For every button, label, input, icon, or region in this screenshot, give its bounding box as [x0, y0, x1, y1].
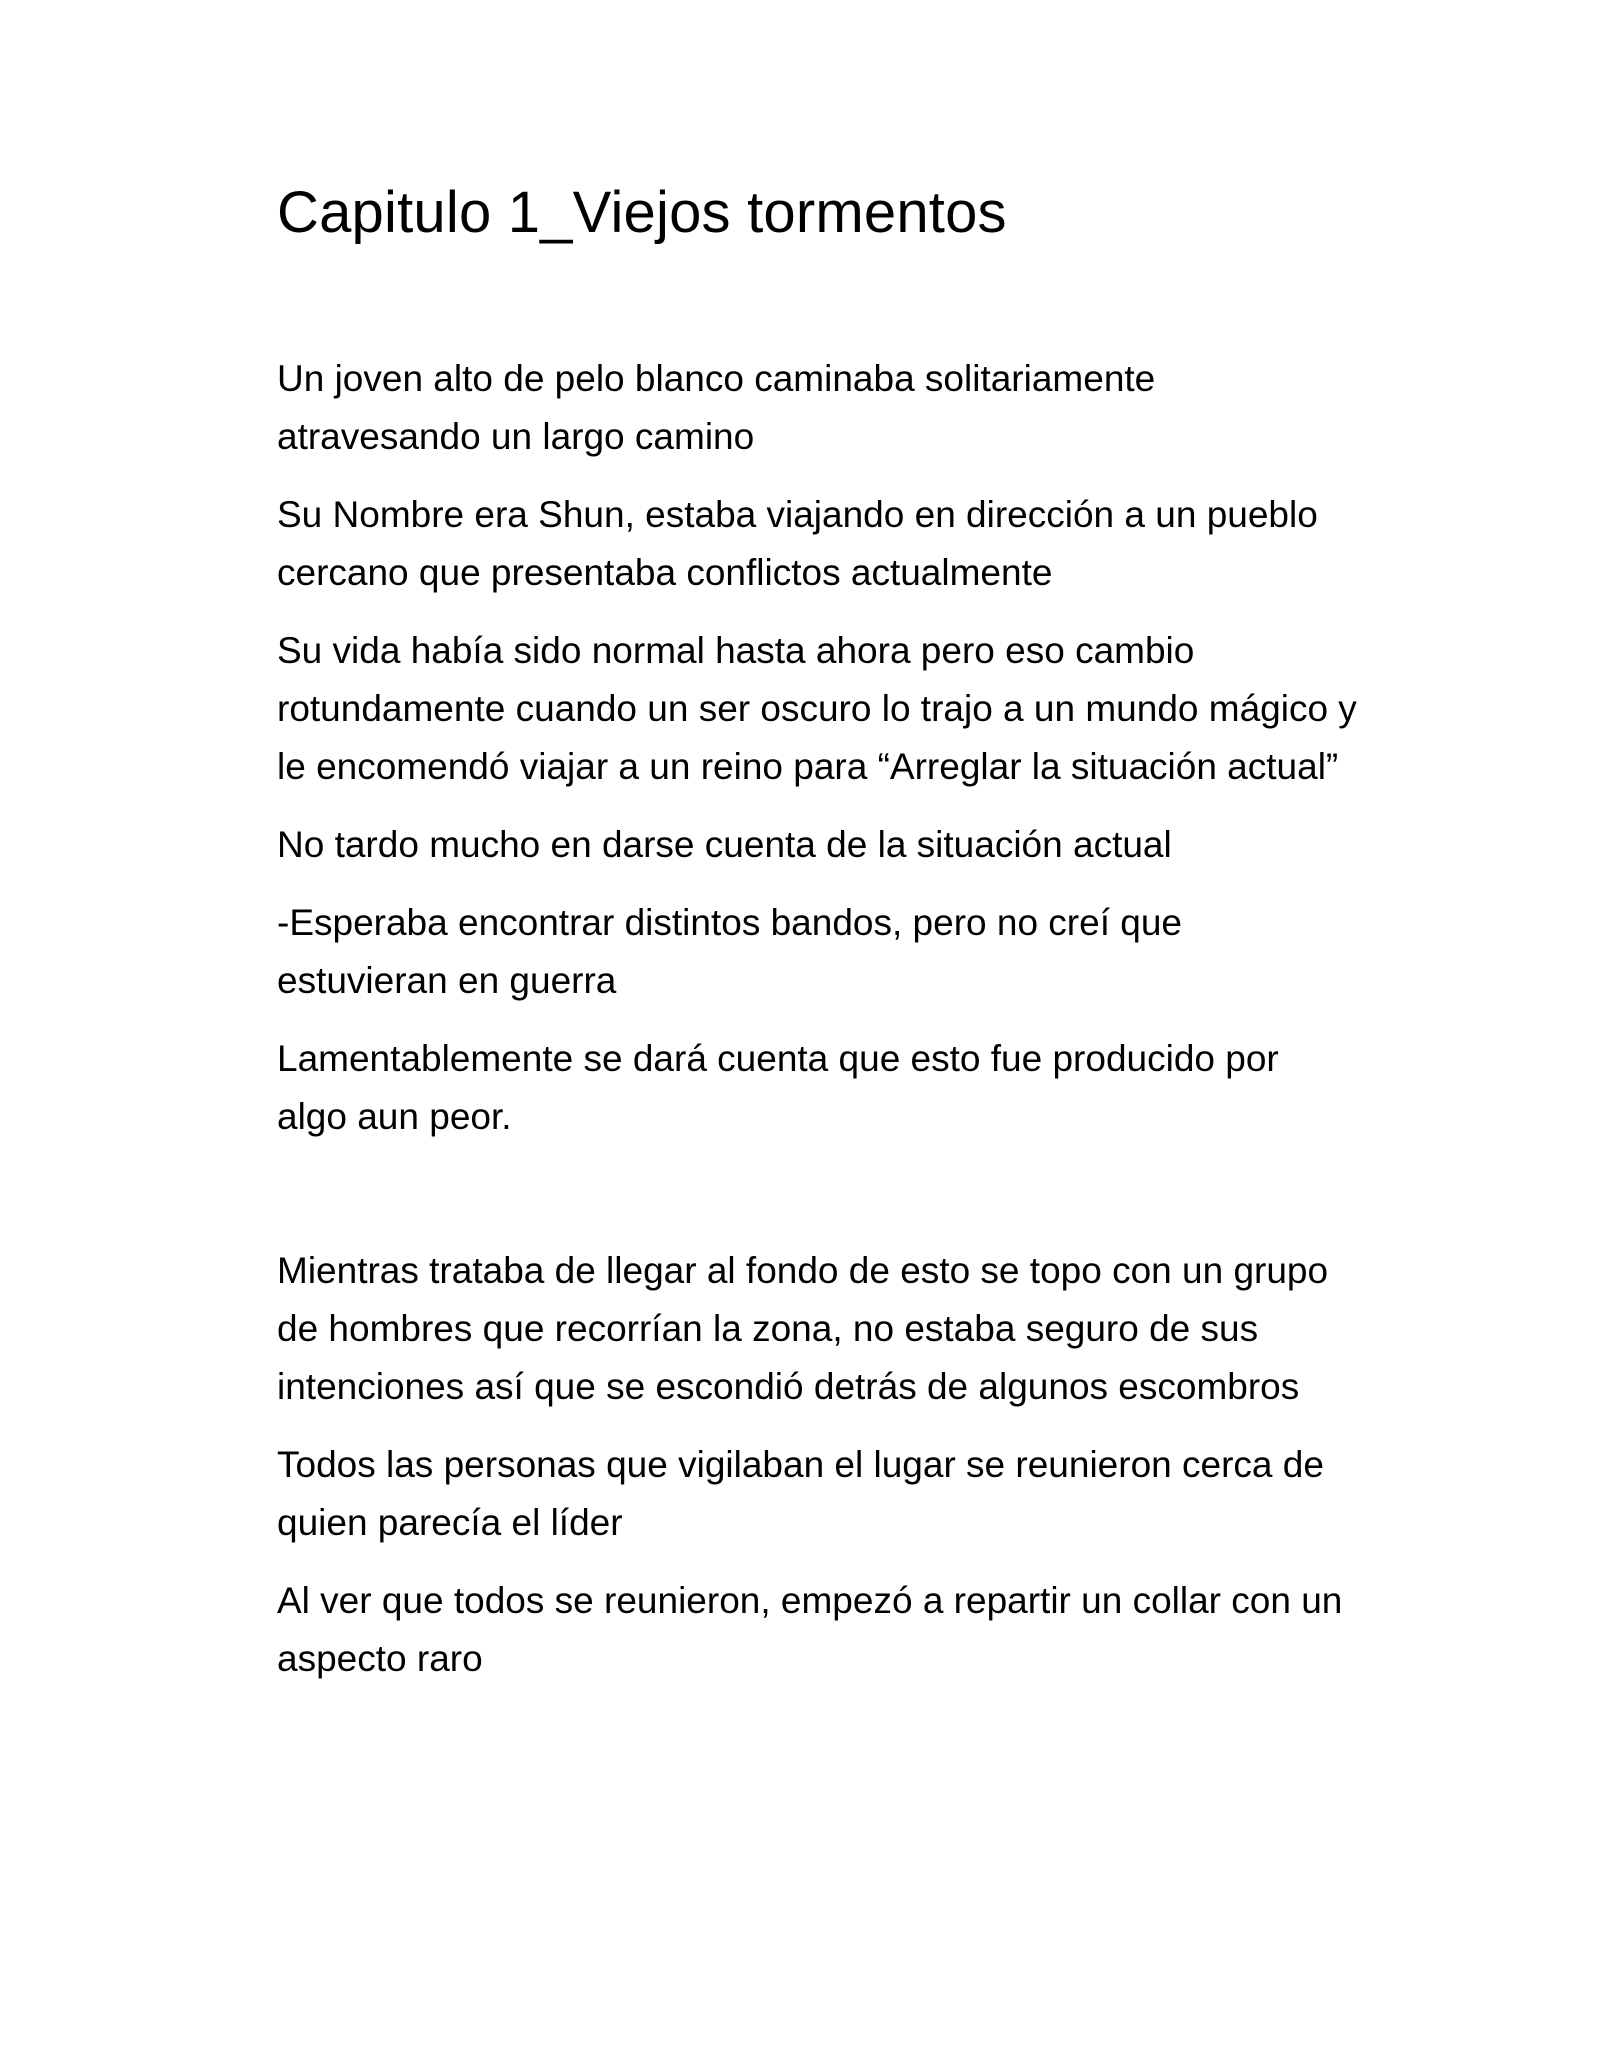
section-break	[277, 1166, 1357, 1242]
paragraph: Al ver que todos se reunieron, empezó a repartir un collar con un aspecto raro	[277, 1580, 1343, 1679]
chapter-title: Capitulo 1_Viejos tormentos	[277, 180, 1007, 245]
document-page	[277, 178, 1357, 1708]
paragraph: No tardo mucho en darse cuenta de la situación actual	[277, 824, 1172, 865]
paragraph: Su vida había sido normal hasta ahora pero eso cambio rotundamente cuando un ser oscuro lo trajo a un mundo mágico y le encomendó viajar a un reino para “Arreglar la situación actual”	[277, 630, 1357, 787]
paragraph: Lamentablemente se dará cuenta que esto fue producido por algo aun peor.	[277, 1038, 1279, 1137]
paragraph: Un joven alto de pelo blanco caminaba solitariamente atravesando un largo camino	[277, 358, 1156, 457]
paragraph: Mientras trataba de llegar al fondo de esto se topo con un grupo de hombres que recorrían la zona, no estaba seguro de sus intenciones así que se escondió detrás de algunos escombros	[277, 1250, 1329, 1407]
paragraph: -Esperaba encontrar distintos bandos, pero no creí que estuvieran en guerra	[277, 902, 1183, 1001]
paragraph: Todos las personas que vigilaban el lugar se reunieron cerca de quien parecía el líder	[277, 1444, 1324, 1543]
paragraph: Su Nombre era Shun, estaba viajando en dirección a un pueblo cercano que presentaba conflictos actualmente	[277, 494, 1318, 593]
